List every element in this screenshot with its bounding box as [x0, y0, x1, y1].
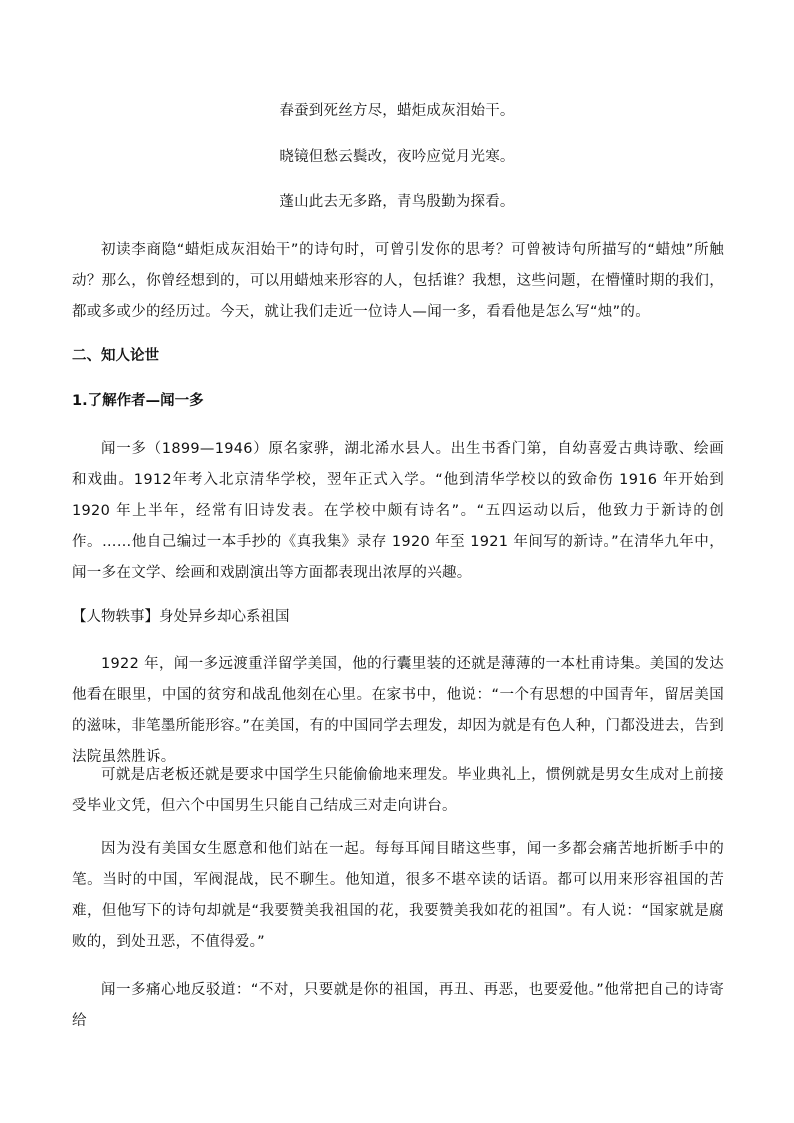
anecdote-paragraph-4: 闻一多痛心地反驳道：“不对，只要就是你的祖国，再丑、再恶，也要爱他。”他常把自己的诗寄给	[72, 982, 724, 1029]
subsection-heading: 1.了解作者—闻一多	[72, 393, 204, 409]
poem-line-1: 春蚕到死丝方尽，蜡炬成灰泪始干。	[279, 103, 515, 119]
anecdote-paragraph-3: 因为没有美国女生愿意和他们站在一起。每每耳闻目睹这些事，闻一多都会痛苦地折断手中的笔。当时的中国，军阀混战，民不聊生。他知道，很多不堪卒读的话语。都可以用来形容祖国的苦难，但他写下的诗句却就是“我要赞美我祖国的花，我要赞美我如花的祖国”。有人说：“国家就是腐败的，到处丑恶，不值得爱。”	[72, 841, 724, 950]
intro-paragraph: 初读李商隐“蜡炬成灰泪始干”的诗句时，可曾引发你的思考？可曾被诗句所描写的“蜡烛”所触动？那么，你曾经想到的，可以用蜡烛来形容的人，包括谁？我想，这些问题，在懵懂时期的我们，都或多或少的经历过。今天，就让我们走近一位诗人—闻一多，看看他是怎么写“烛”的。	[72, 242, 724, 320]
anecdote-heading: 【人物轶事】身处异乡却心系祖国	[72, 609, 290, 625]
anecdote-paragraph-2: 可就是店老板还就是要求中国学生只能偷偷地来理发。毕业典礼上，惯例就是男女生成对上前接受毕业文凭，但六个中国男生只能自己结成三对走向讲台。	[72, 767, 724, 814]
author-paragraph: 闻一多（1899—1946）原名家骅，湖北浠水县人。出生书香门第，自幼喜爱古典诗歌、绘画和戏曲。1912年考入北京清华学校，翌年正式入学。“他到清华学校以的致命伤 1916 年开始到 1920 年上半年，经常有旧诗发表。在学校中颇有诗名”。“五四运动以后，他致力于新诗的创作。……他自己编过一本手抄的《真我集》录存 1920 年至 1921 年间写的新诗。”在清华九年中，闻一多在文学、绘画和戏剧演出等方面都表现出浓厚的兴趣。	[72, 441, 724, 581]
poem-line-3: 蓬山此去无多路，青鸟殷勤为探看。	[279, 194, 515, 210]
section-heading: 二、知人论世	[72, 348, 159, 364]
anecdote-paragraph-1: 1922 年，闻一多远渡重洋留学美国，他的行囊里装的还就是薄薄的一本杜甫诗集。美国的发达他看在眼里，中国的贫穷和战乱他刻在心里。在家书中，他说：“一个有思想的中国青年，留居美国的滋味，非笔墨所能形容。”在美国，有的中国同学去理发，却因为就是有色人种，门都没进去，告到法院虽然胜诉。	[72, 656, 724, 765]
poem-line-2: 晓镜但愁云鬓改，夜吟应觉月光寒。	[279, 149, 515, 165]
